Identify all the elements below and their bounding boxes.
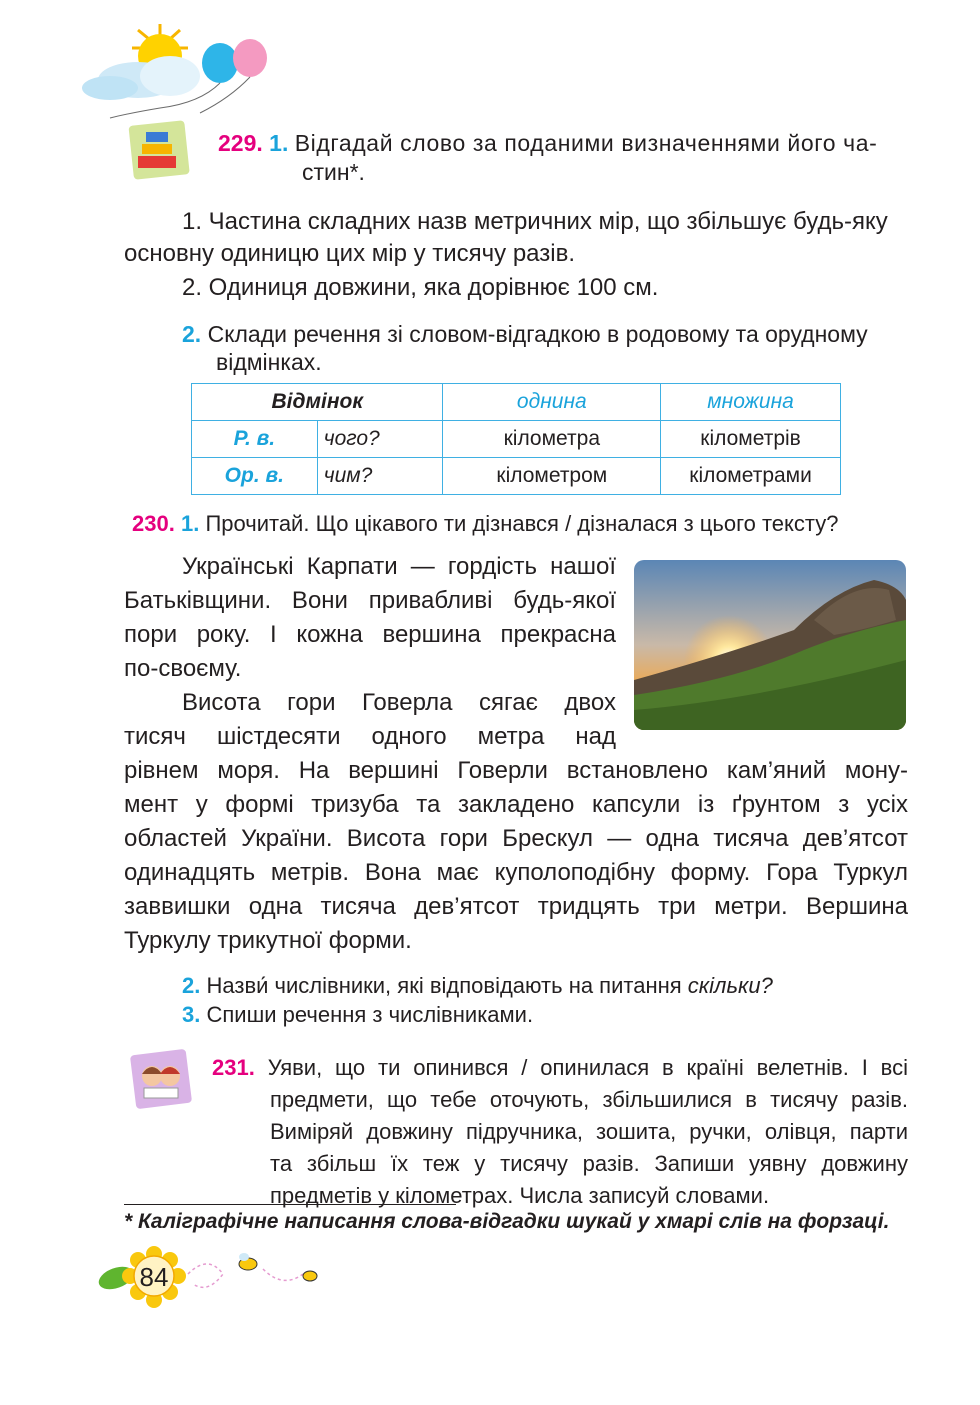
text-paragraph-2 (124, 754, 908, 958)
sun-cloud-balloons-illustration (80, 18, 290, 128)
case-question: чого? (317, 421, 443, 458)
text-line: заввишки одна тисяча дев’ятсот тридцять три метри. Вершина (124, 893, 908, 920)
exercise-number: 230. (132, 511, 175, 536)
exercise-231 (212, 1052, 908, 1084)
definition-2: 2. Одиниця довжини, яка дорівнює 100 см. (182, 274, 659, 301)
mountain-sunset-image (634, 560, 906, 730)
task-number: 3. (182, 1002, 201, 1027)
text-line: Батьківщини. Вони привабливі будь-якої (124, 587, 616, 614)
task-text-continued: відмінках. (216, 349, 322, 375)
text-line: мент у формі тризуба та закладено капсули із ґрунтом з усіх (124, 791, 908, 818)
task-text-italic: скільки? (687, 973, 773, 998)
page-number-flower (98, 1244, 328, 1310)
footnote: * Каліграфічне написання слова-відгадки шукай у хмарі слів на форзаці. (124, 1210, 890, 1233)
case-question: чим? (317, 458, 443, 495)
task-number: 1. (180, 511, 200, 536)
text-line: Туркулу трикутної форми. (124, 927, 412, 954)
case-name: Ор. в. (192, 458, 318, 495)
table-row (192, 421, 841, 458)
text-line (212, 1052, 908, 1084)
text-line: тисяч шістдесяти одного метра над (124, 723, 616, 750)
children-reading-icon (130, 1048, 192, 1110)
task-text-continued: стин*. (302, 159, 365, 185)
task-number: 1. (269, 130, 289, 156)
singular-form: кілометром (443, 458, 661, 495)
task-text: Склади речення зі словом-відгадкою в родовому та орудному (207, 321, 868, 347)
text-line: предметів у кілометрах. Числа записуй словами. (270, 1183, 770, 1208)
text-line: пори року. І кожна вершина прекрасна (124, 621, 616, 648)
text-line: рівнем моря. На вершині Говерли встановлено кам’яний мону- (124, 757, 908, 784)
table-header-plural: множина (661, 384, 841, 421)
footnote-divider (124, 1204, 456, 1205)
text-line: та збільш їх теж у тисячу разів. Запиши уявну довжину (270, 1151, 908, 1176)
task-text: Відгадай слово за поданими визначеннями його ча- (294, 130, 878, 156)
definition-1-line-2: основну одиницю цих мір у тисячу разів. (124, 240, 576, 267)
text-line: предмети, що тебе оточують, збільшилися в тисячу разів. (270, 1087, 908, 1112)
text-line: областей України. Висота гори Брескул — одна тисяча дев’ятсот (124, 825, 908, 852)
task-text: Прочитай. Що цікавого ти дізнався / дізналася з цього тексту? (205, 511, 839, 536)
task-text: Спиши речення з числівниками. (206, 1002, 534, 1027)
table-row (192, 458, 841, 495)
text-line: одинадцять метрів. Вона має куполоподібну форму. Гора Туркул (124, 859, 908, 886)
plural-form: кілометрів (661, 421, 841, 458)
table-header-case: Відмінок (192, 384, 443, 421)
plural-form: кілометрами (661, 458, 841, 495)
carpathian-mountains-photo (634, 560, 906, 730)
case-name: Р. в. (192, 421, 318, 458)
table-header-singular: однина (443, 384, 661, 421)
text-line: Висота гори Говерла сягає двох (182, 689, 616, 716)
task-number: 2. (182, 973, 201, 998)
case-table (191, 383, 841, 495)
text-line: Виміряй довжину підручника, зошита, ручки, олівця, парти (270, 1119, 908, 1144)
exercise-number: 231. (212, 1055, 255, 1080)
singular-form: кілометра (443, 421, 661, 458)
page-number: 84 (139, 1262, 169, 1292)
table-header-row (192, 384, 841, 421)
definition-1-line-1: 1. Частина складних назв метричних мір, що збільшує будь-яку (182, 208, 888, 235)
exercise-230-task-1 (132, 507, 912, 540)
text-line: по-своєму. (124, 655, 242, 682)
text-line: Українські Карпати — гордість нашої (182, 553, 616, 580)
pyramid-blocks-icon (128, 118, 190, 180)
exercise-230-task-3 (182, 998, 533, 1031)
text-line-content: Уяви, що ти опинився / опинилася в країні велетнів. І всі (267, 1055, 908, 1080)
exercise-number: 229. (218, 130, 263, 156)
task-number: 2. (182, 321, 202, 347)
text-paragraph-1 (124, 550, 616, 754)
task-text: Назви́ числівники, які відповідають на питання (206, 973, 688, 998)
exercise-231-continued (270, 1084, 908, 1212)
